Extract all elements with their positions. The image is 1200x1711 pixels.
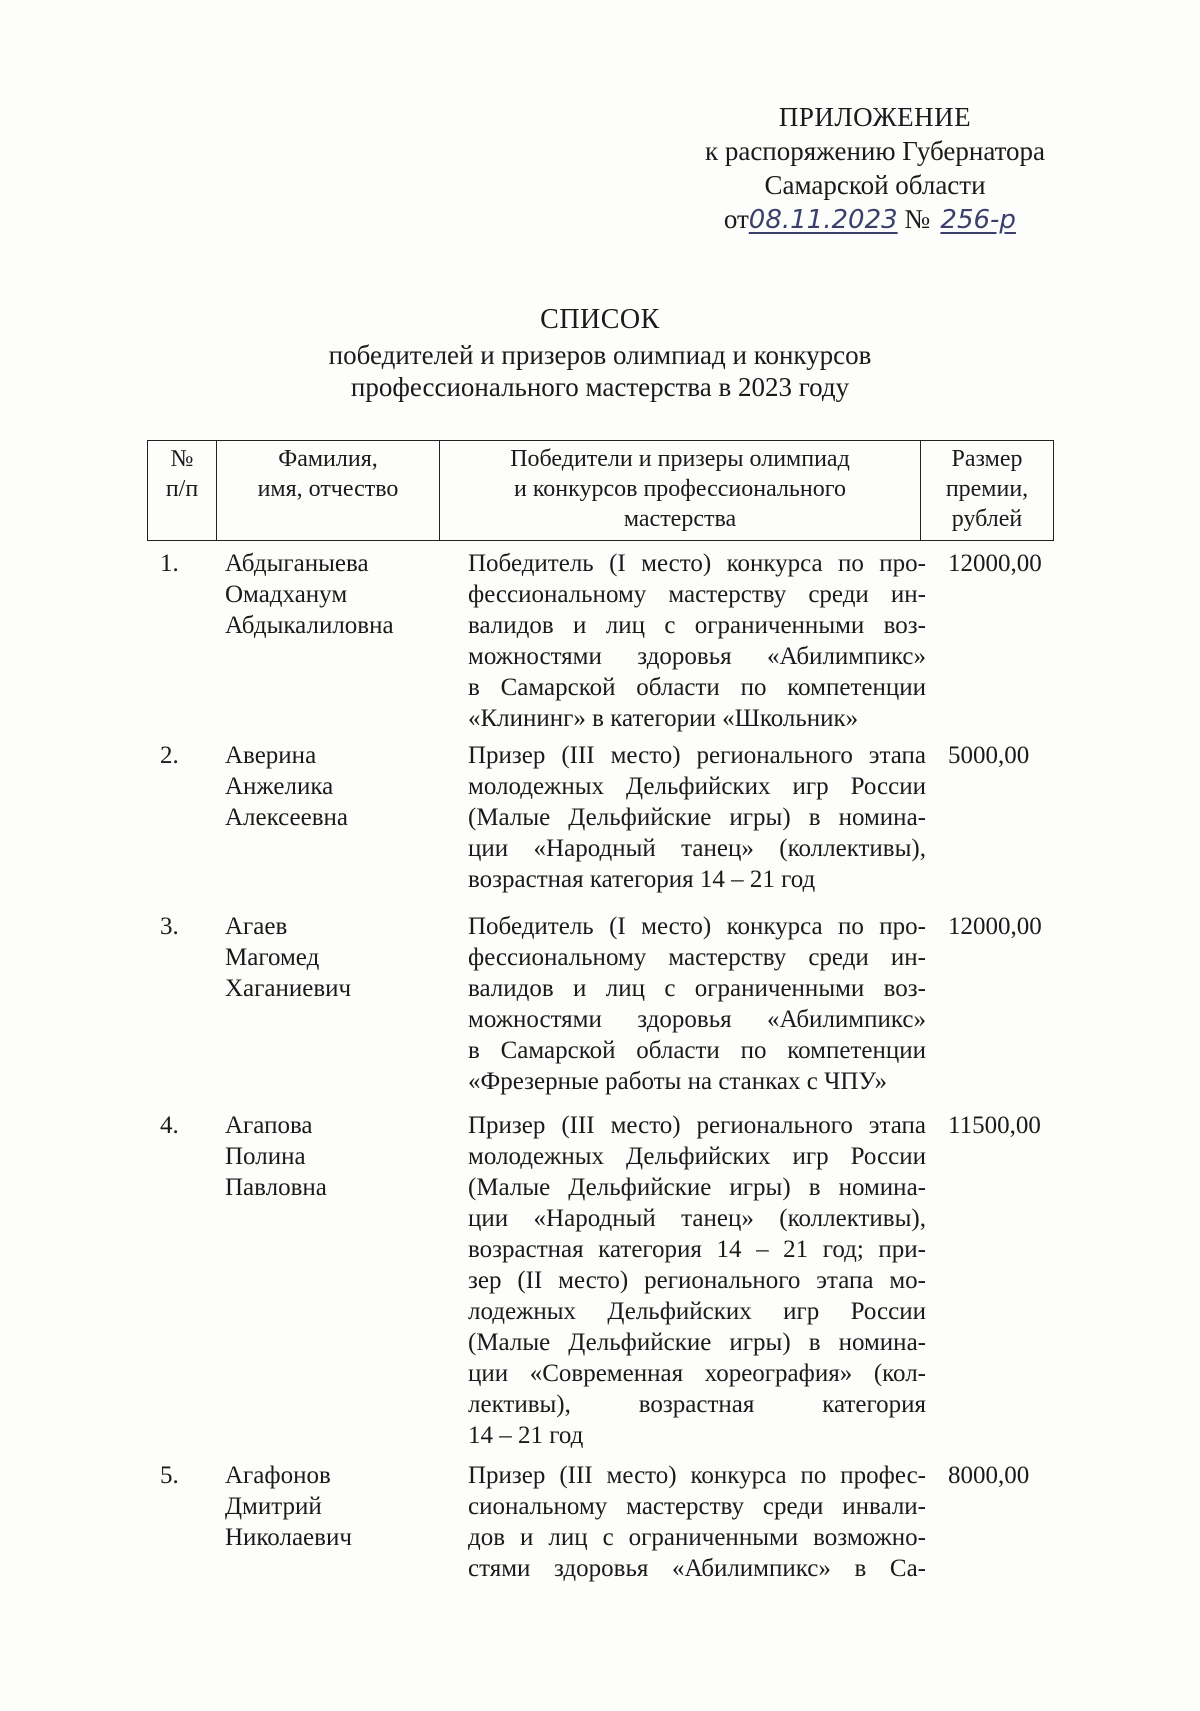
row-description (468, 1110, 926, 1451)
description-line: стями здоровья «Абилимпикс» в Са- (468, 1555, 926, 1582)
header-name-line: имя, отчество (257, 476, 399, 502)
description-line: сиональному мастерству среди инвали- (468, 1493, 926, 1520)
name-part: Абдыганыева (225, 550, 369, 577)
name-part: Омадханум (225, 581, 348, 608)
list-title: СПИСОК (540, 304, 660, 335)
description-line: возрастная категория 14 – 21 год (468, 866, 816, 893)
name-part: Абдыкалиловна (225, 612, 394, 639)
row-number: 4. (160, 1112, 179, 1139)
description-line: дов и лиц с ограниченными возможно- (468, 1524, 926, 1551)
header-name (217, 441, 440, 541)
description-line: валидов и лиц с ограниченными воз- (468, 612, 926, 639)
number-prefix: № (904, 204, 931, 234)
name-part: Агафонов (225, 1462, 331, 1489)
description-line: (Малые Дельфийские игры) в номина- (468, 1329, 926, 1356)
description-line: молодежных Дельфийских игр России (468, 773, 926, 800)
header-num (148, 441, 217, 541)
header-description-line: и конкурсов профессионального (514, 476, 846, 502)
name-part: Аверина (225, 742, 317, 769)
row-name (225, 548, 425, 641)
list-title-block (230, 304, 970, 403)
row-amount: 12000,00 (948, 550, 1042, 577)
description-line: зер (II место) регионального этапа мо- (468, 1267, 926, 1294)
description-line: можностями здоровья «Абилимпикс» (468, 1006, 926, 1033)
row-name (225, 740, 425, 833)
row-amount: 5000,00 (948, 742, 1030, 769)
appendix-line-2: Самарской области (764, 170, 986, 200)
header-num-line: п/п (165, 476, 199, 502)
row-description (468, 548, 926, 734)
list-subtitle-2: профессионального мастерства в 2023 году (350, 372, 850, 402)
name-part: Алексеевна (225, 804, 349, 831)
description-line: фессиональному мастерству среди ин- (468, 944, 926, 971)
appendix-line-1: к распоряжению Губернатора (704, 136, 1046, 166)
row-amount: 12000,00 (948, 913, 1042, 940)
date-prefix: от (723, 204, 749, 234)
row-number: 2. (160, 742, 179, 769)
row-name (225, 1110, 425, 1203)
description-line: (Малые Дельфийские игры) в номина- (468, 1174, 926, 1201)
header-num-line: № (170, 446, 194, 472)
row-name (225, 911, 425, 1004)
description-line: возрастная категория 14 – 21 год; при- (468, 1236, 926, 1263)
description-line: фессиональному мастерству среди ин- (468, 581, 926, 608)
header-description-line: мастерства (623, 506, 737, 532)
description-line: «Клининг» в категории «Школьник» (468, 705, 859, 732)
row-description (468, 1460, 926, 1584)
appendix-header (660, 100, 1090, 237)
order-date: 08.11.2023 (748, 205, 898, 235)
row-amount: 8000,00 (948, 1462, 1030, 1489)
name-part: Павловна (225, 1174, 327, 1201)
header-name-line: Фамилия, (278, 446, 378, 472)
name-part: Агапова (225, 1112, 313, 1139)
name-part: Магомед (225, 944, 320, 971)
description-line: лективы), возрастная категория (468, 1391, 926, 1418)
row-name (225, 1460, 425, 1553)
order-date-number (660, 202, 1090, 237)
description-line: валидов и лиц с ограниченными воз- (468, 975, 926, 1002)
row-number: 1. (160, 550, 179, 577)
order-number: 256-р (940, 205, 1016, 235)
header-amount-line: Размер (951, 446, 1023, 472)
description-line: в Самарской области по компетенции (468, 1037, 926, 1064)
description-line: лодежных Дельфийских игр России (468, 1298, 926, 1325)
table-header (147, 440, 1054, 541)
row-number: 5. (160, 1462, 179, 1489)
header-description (440, 441, 921, 541)
description-line: (Малые Дельфийские игры) в номина- (468, 804, 926, 831)
name-part: Агаев (225, 913, 288, 940)
row-description (468, 911, 926, 1097)
description-line: 14 – 21 год (468, 1422, 584, 1449)
description-line: Победитель (I место) конкурса по про- (468, 550, 926, 577)
name-part: Николаевич (225, 1524, 352, 1551)
description-line: ции «Народный танец» (коллективы), (468, 1205, 926, 1232)
row-description (468, 740, 926, 895)
description-line: Победитель (I место) конкурса по про- (468, 913, 926, 940)
name-part: Хаганиевич (225, 975, 352, 1002)
description-line: молодежных Дельфийских игр России (468, 1143, 926, 1170)
description-line: Призер (III место) конкурса по профес- (468, 1462, 926, 1489)
appendix-title: ПРИЛОЖЕНИЕ (778, 102, 972, 132)
description-line: Призер (III место) регионального этапа (468, 1112, 926, 1139)
name-part: Дмитрий (225, 1493, 322, 1520)
list-subtitle-1: победителей и призеров олимпиад и конкурсов (328, 340, 872, 370)
header-amount-line: рублей (951, 506, 1023, 532)
row-number: 3. (160, 913, 179, 940)
row-amount: 11500,00 (948, 1112, 1041, 1139)
description-line: «Фрезерные работы на станках с ЧПУ» (468, 1068, 888, 1095)
header-amount (921, 441, 1054, 541)
name-part: Полина (225, 1143, 306, 1170)
description-line: Призер (III место) регионального этапа (468, 742, 926, 769)
description-line: можностями здоровья «Абилимпикс» (468, 643, 926, 670)
description-line: ции «Народный танец» (коллективы), (468, 835, 926, 862)
header-amount-line: премии, (945, 476, 1029, 502)
name-part: Анжелика (225, 773, 334, 800)
description-line: ции «Современная хореография» (кол- (468, 1360, 926, 1387)
header-description-line: Победители и призеры олимпиад (510, 446, 850, 472)
description-line: в Самарской области по компетенции (468, 674, 926, 701)
